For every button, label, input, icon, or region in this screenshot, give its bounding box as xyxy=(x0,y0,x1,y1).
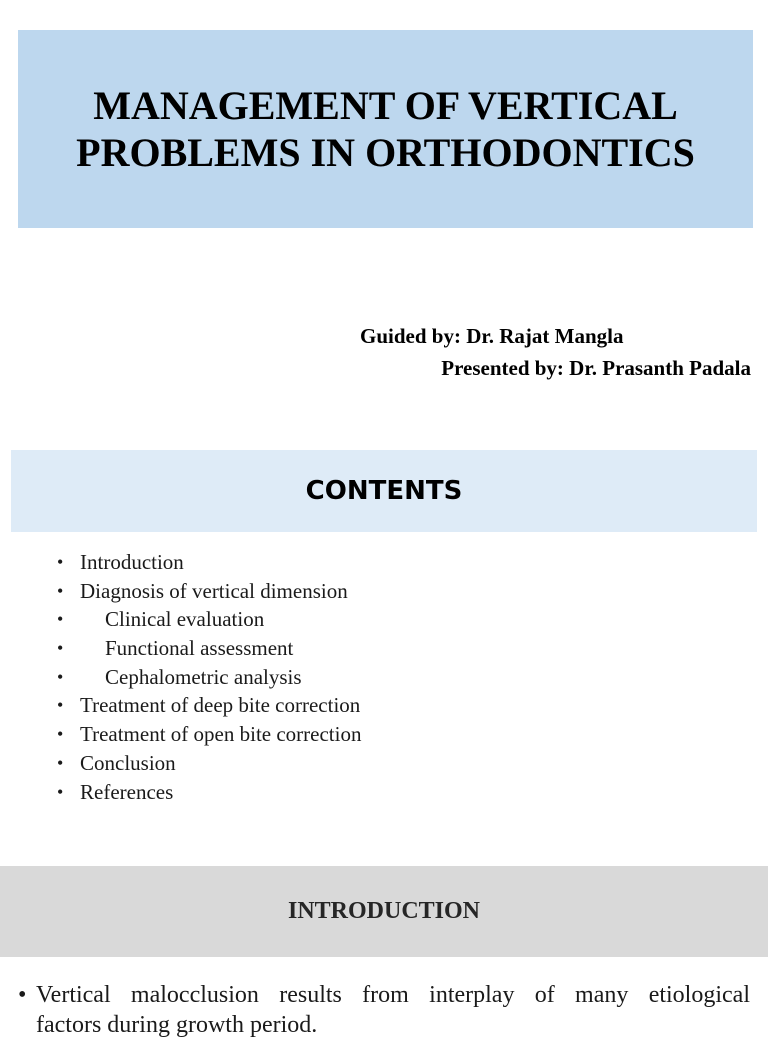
contents-item xyxy=(0,778,361,807)
introduction-header xyxy=(0,866,768,957)
introduction-line-2: factors during growth period. xyxy=(36,1012,318,1038)
presented-by-text: Presented by: Dr. Prasanth Padala xyxy=(441,356,751,380)
contents-item xyxy=(0,720,361,749)
contents-item-label: Clinical evaluation xyxy=(105,607,265,632)
contents-heading: CONTENTS xyxy=(305,476,463,506)
contents-item-label: Cephalometric analysis xyxy=(105,664,302,689)
contents-item-label: Diagnosis of vertical dimension xyxy=(80,578,348,603)
introduction-body xyxy=(18,980,750,1040)
introduction-line-1: Vertical malocclusion results from interplay of many etiological xyxy=(36,982,750,1008)
contents-item-label: Conclusion xyxy=(80,750,176,775)
bullet-icon: • xyxy=(57,695,64,716)
bullet-icon: • xyxy=(57,752,64,773)
contents-item-label: Treatment of open bite correction xyxy=(80,722,362,747)
slide-title-line-2: PROBLEMS IN ORTHODONTICS xyxy=(76,130,695,175)
contents-header xyxy=(11,450,757,532)
contents-item-label: References xyxy=(80,779,174,804)
bullet-icon: • xyxy=(57,638,64,659)
contents-item-label: Functional assessment xyxy=(105,636,294,661)
bullet-icon: • xyxy=(57,552,64,572)
contents-item-label: Treatment of deep bite correction xyxy=(80,693,361,718)
bullet-icon: • xyxy=(57,724,64,745)
contents-item xyxy=(0,548,361,577)
contents-item xyxy=(0,634,361,663)
contents-item-label: Introduction xyxy=(80,550,184,574)
contents-item xyxy=(0,577,361,606)
introduction-heading: INTRODUCTION xyxy=(287,898,481,924)
bullet-icon: • xyxy=(57,609,64,630)
contents-item xyxy=(0,691,361,720)
title-banner xyxy=(18,30,753,228)
contents-item xyxy=(0,749,361,778)
contents-item xyxy=(0,605,361,634)
guided-by-text: Guided by: Dr. Rajat Mangla xyxy=(360,324,624,348)
bullet-icon: • xyxy=(57,666,64,687)
slide-title-line-1: MANAGEMENT OF VERTICAL xyxy=(93,83,678,128)
bullet-icon: • xyxy=(57,580,64,601)
bullet-icon: • xyxy=(18,982,27,1008)
bullet-icon: • xyxy=(57,781,64,802)
contents-list xyxy=(0,548,361,806)
contents-item xyxy=(0,663,361,692)
